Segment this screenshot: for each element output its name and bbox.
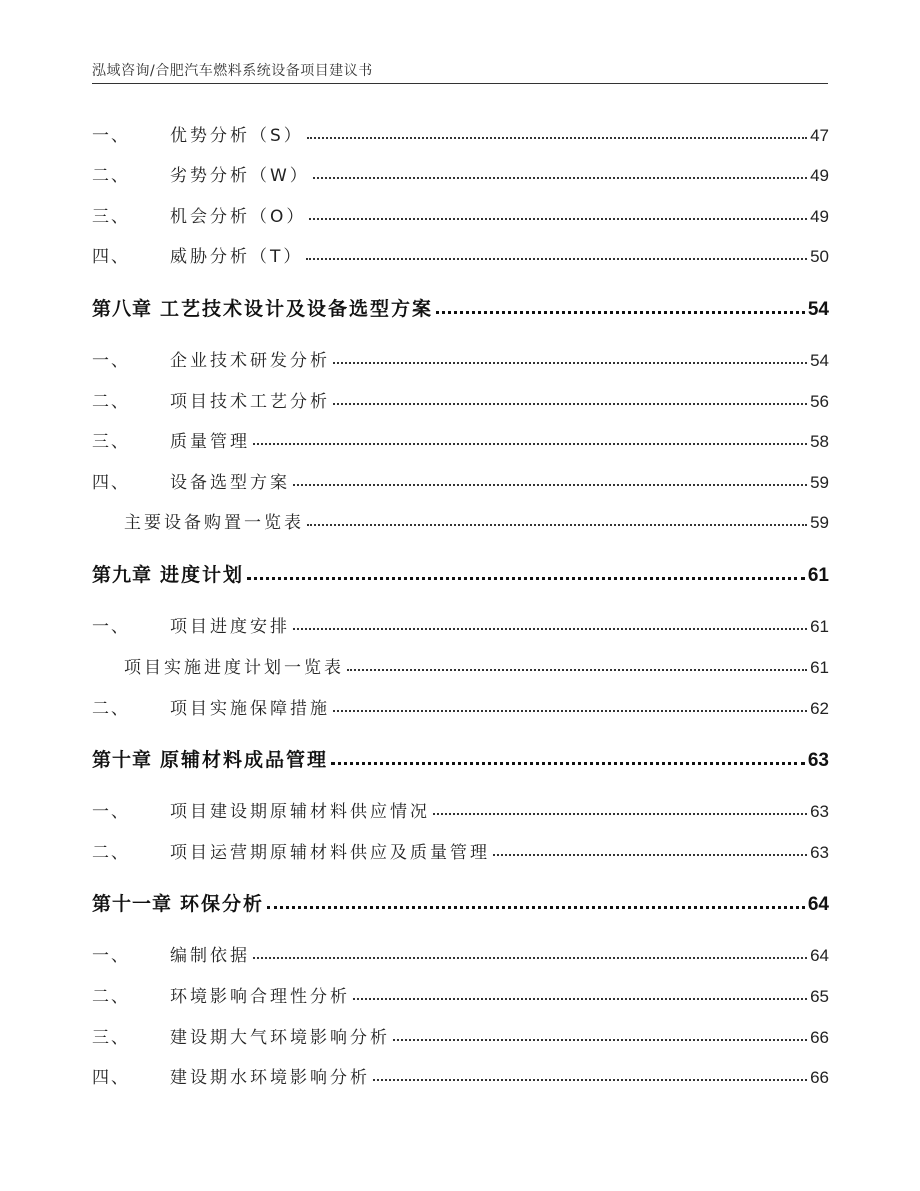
toc-entry[interactable] xyxy=(92,944,829,968)
toc-entry[interactable] xyxy=(92,800,829,824)
toc-entry-number: 一、 xyxy=(92,617,130,637)
toc-entry-title: 项目技术工艺分析 xyxy=(170,392,330,412)
toc-entry-number: 二、 xyxy=(92,392,130,412)
toc-chapter-title: 原辅材料成品管理 xyxy=(160,749,329,771)
toc-entry[interactable] xyxy=(92,511,829,535)
toc-leader-dots xyxy=(433,800,807,817)
toc-leader-dots xyxy=(307,124,807,141)
toc-entry[interactable] xyxy=(92,124,829,148)
toc-entry[interactable] xyxy=(92,164,829,188)
toc-leader-dots xyxy=(393,1026,807,1043)
toc-entry-page: 64 xyxy=(810,946,829,965)
toc-entry[interactable] xyxy=(92,841,829,865)
toc-chapter-title: 环保分析 xyxy=(180,893,265,915)
toc-leader-dots xyxy=(493,841,807,858)
toc-entry[interactable] xyxy=(92,349,829,373)
toc-entry-number: 一、 xyxy=(92,802,130,822)
toc-entry-number: 三、 xyxy=(92,1028,130,1048)
toc-leader-dots xyxy=(306,245,807,262)
toc-chapter-entry[interactable] xyxy=(92,890,829,918)
toc-entry-page: 47 xyxy=(810,126,829,145)
toc-chapter-number: 第十章 xyxy=(92,749,153,771)
toc-chapter-number: 第九章 xyxy=(92,564,153,586)
toc-entry[interactable] xyxy=(92,697,829,721)
toc-entry-page: 63 xyxy=(810,802,829,821)
toc-entry[interactable] xyxy=(92,390,829,414)
toc-leader-dots xyxy=(307,511,807,528)
toc-entry-title: 环境影响合理性分析 xyxy=(170,987,350,1007)
toc-leader-dots xyxy=(353,985,807,1002)
toc-chapter-title: 进度计划 xyxy=(160,564,245,586)
toc-leader-dots xyxy=(267,891,805,910)
toc-entry[interactable] xyxy=(92,245,829,269)
toc-entry-page: 61 xyxy=(810,658,829,677)
toc-leader-dots xyxy=(373,1066,807,1083)
toc-entry[interactable] xyxy=(92,1026,829,1050)
toc-entry-page: 59 xyxy=(810,473,829,492)
toc-entry-title: 企业技术研发分析 xyxy=(170,351,330,371)
toc-leader-dots xyxy=(331,747,805,766)
toc-chapter-entry[interactable] xyxy=(92,561,829,589)
toc-entry-title: 建设期大气环境影响分析 xyxy=(170,1028,390,1048)
toc-leader-dots xyxy=(293,471,807,488)
toc-entry[interactable] xyxy=(92,1066,829,1090)
toc-chapter-entry[interactable] xyxy=(92,295,829,323)
toc-chapter-title: 工艺技术设计及设备选型方案 xyxy=(160,298,434,320)
toc-leader-dots xyxy=(333,349,807,366)
toc-entry[interactable] xyxy=(92,471,829,495)
toc-leader-dots xyxy=(313,164,807,181)
toc-entry-title: 质量管理 xyxy=(170,432,250,452)
toc-entry[interactable] xyxy=(92,615,829,639)
toc-entry-page: 63 xyxy=(810,843,829,862)
toc-entry-number: 二、 xyxy=(92,843,130,863)
running-header: 泓域咨询/合肥汽车燃料系统设备项目建议书 xyxy=(92,63,373,79)
toc-entry-title: 建设期水环境影响分析 xyxy=(170,1068,370,1088)
toc-entry-number: 四、 xyxy=(92,247,130,267)
toc-entry-page: 58 xyxy=(810,432,829,451)
toc-chapter-page: 63 xyxy=(807,750,829,771)
toc-entry-page: 66 xyxy=(810,1028,829,1047)
toc-entry-page: 49 xyxy=(810,166,829,185)
toc-entry-number: 一、 xyxy=(92,351,130,371)
toc-leader-dots xyxy=(293,615,807,632)
toc-leader-dots xyxy=(253,944,807,961)
toc-entry-title: 机会分析（O） xyxy=(170,207,307,227)
toc-entry-page: 62 xyxy=(810,699,829,718)
toc-chapter-page: 54 xyxy=(807,299,829,320)
toc-entry-number: 二、 xyxy=(92,987,130,1007)
toc-entry-title: 编制依据 xyxy=(170,946,250,966)
toc-entry-number: 一、 xyxy=(92,946,130,966)
toc-chapter-number: 第十一章 xyxy=(92,893,173,915)
toc-entry-page: 61 xyxy=(810,617,829,636)
toc-entry[interactable] xyxy=(92,430,829,454)
header-divider xyxy=(92,83,828,84)
toc-leader-dots xyxy=(333,697,807,714)
toc-entry-number: 四、 xyxy=(92,473,130,493)
toc-chapter-page: 64 xyxy=(807,894,829,915)
toc-entry[interactable] xyxy=(92,656,829,680)
toc-leader-dots xyxy=(247,562,805,581)
toc-entry-title: 项目实施保障措施 xyxy=(170,699,330,719)
toc-entry-title: 项目建设期原辅材料供应情况 xyxy=(170,802,430,822)
toc-leader-dots xyxy=(309,205,807,222)
toc-entry[interactable] xyxy=(92,205,829,229)
toc-entry-page: 49 xyxy=(810,207,829,226)
toc-entry-page: 65 xyxy=(810,987,829,1006)
toc-entry-title: 优势分析（S） xyxy=(170,126,304,146)
toc-chapter-entry[interactable] xyxy=(92,746,829,774)
toc-leader-dots xyxy=(333,390,807,407)
toc-entry-title: 劣势分析（W） xyxy=(170,166,310,186)
toc-entry-number: 四、 xyxy=(92,1068,130,1088)
toc-leader-dots xyxy=(347,656,807,673)
toc-entry-number: 二、 xyxy=(92,166,130,186)
toc-entry-title: 项目运营期原辅材料供应及质量管理 xyxy=(170,843,490,863)
toc-entry-page: 54 xyxy=(810,351,829,370)
toc-leader-dots xyxy=(436,296,805,315)
toc-entry-title: 设备选型方案 xyxy=(170,473,290,493)
toc-entry-number: 一、 xyxy=(92,126,130,146)
toc-entry-title: 威胁分析（T） xyxy=(170,247,304,267)
toc-leader-dots xyxy=(253,430,807,447)
toc-entry-page: 59 xyxy=(810,513,829,532)
toc-chapter-page: 61 xyxy=(807,565,829,586)
toc-entry-page: 66 xyxy=(810,1068,829,1087)
toc-chapter-number: 第八章 xyxy=(92,298,153,320)
toc-entry-number: 二、 xyxy=(92,699,130,719)
toc-entry-title: 项目进度安排 xyxy=(170,617,290,637)
toc-entry-page: 50 xyxy=(810,247,829,266)
toc-entry-page: 56 xyxy=(810,392,829,411)
toc-entry-number: 三、 xyxy=(92,432,130,452)
toc-entry-number: 三、 xyxy=(92,207,130,227)
toc-entry-title: 项目实施进度计划一览表 xyxy=(124,658,344,678)
toc-entry-title: 主要设备购置一览表 xyxy=(124,513,304,533)
toc-entry[interactable] xyxy=(92,985,829,1009)
